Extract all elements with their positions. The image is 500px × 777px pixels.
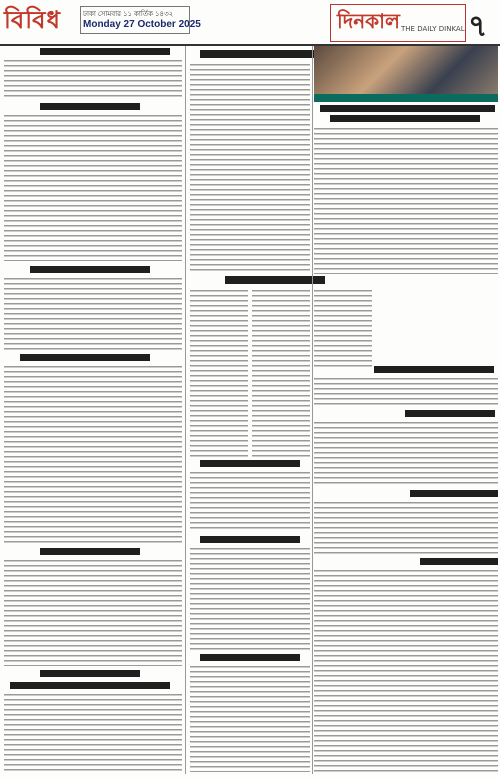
masthead-logo <box>330 4 466 42</box>
headline-bar <box>200 654 300 661</box>
news-photo <box>314 46 498 94</box>
article-text <box>190 62 310 272</box>
article-text <box>252 288 310 458</box>
headline-bar <box>10 682 170 689</box>
article-text <box>314 420 498 486</box>
page-header <box>0 0 500 46</box>
headline-bar <box>20 354 150 361</box>
headline-bar <box>40 103 140 110</box>
paper-subtitle: THE DAILY DINKAL <box>401 25 465 33</box>
article-text <box>314 376 498 406</box>
article-text <box>314 288 372 370</box>
column-divider <box>185 46 186 774</box>
article-text <box>190 470 310 530</box>
headline-bar <box>40 670 140 677</box>
headline-bar <box>225 276 325 284</box>
headline-bar <box>40 548 140 555</box>
headline-bar <box>410 490 498 497</box>
page-number: ৭ <box>468 9 488 44</box>
article-text <box>314 126 498 274</box>
article-text <box>4 692 182 772</box>
article-text <box>190 288 248 458</box>
article-text <box>4 364 182 544</box>
headline-bar <box>320 105 495 112</box>
headline-bar <box>330 115 480 122</box>
date-english: Monday 27 October 2025 <box>83 19 201 30</box>
date-box <box>80 6 201 34</box>
article-text <box>4 558 182 666</box>
article-text <box>314 500 498 554</box>
article-text <box>4 276 182 350</box>
date-bengali: ঢাকা সোমবার ১১ কার্তিক ১৪৩২ <box>83 11 174 18</box>
column-divider <box>312 46 313 774</box>
article-text <box>190 664 310 772</box>
article-text <box>190 546 310 650</box>
headline-bar <box>420 558 498 565</box>
headline-bar <box>374 366 494 373</box>
article-text <box>4 58 182 100</box>
headline-bar <box>30 266 150 273</box>
article-text <box>314 568 498 772</box>
headline-bar <box>200 536 300 543</box>
paper-name: দিনকাল <box>337 9 400 33</box>
section-title: বিবিধ <box>4 5 61 34</box>
headline-bar <box>405 410 495 417</box>
photo-caption-banner <box>314 94 498 102</box>
headline-bar <box>200 460 300 467</box>
headline-bar <box>40 48 170 55</box>
article-text <box>4 113 182 261</box>
